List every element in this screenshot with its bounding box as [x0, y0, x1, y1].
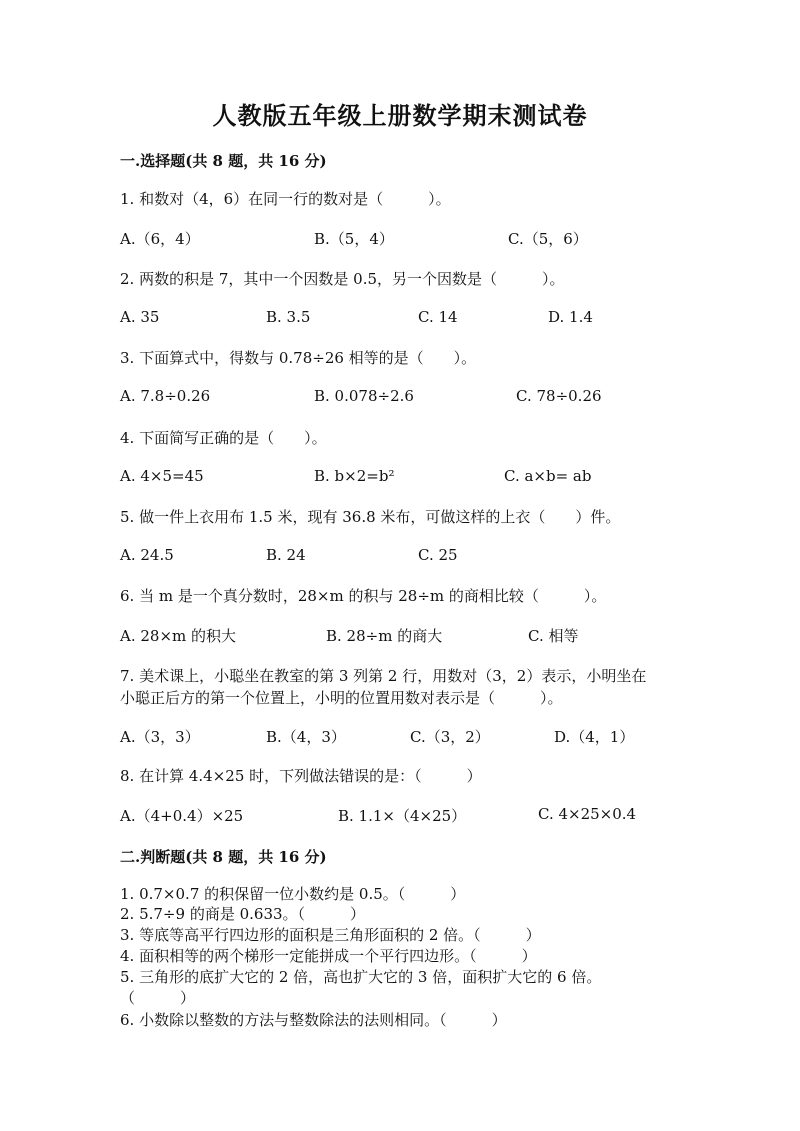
judgment-item-2: 2. 5.7÷9 的商是 0.633。（ ）: [120, 905, 366, 923]
question-7-option-a: A.（3，3）: [120, 728, 200, 746]
page-title: 人教版五年级上册数学期末测试卷: [212, 101, 588, 130]
question-6: 6. 当 m 是一个真分数时，28×m 的积与 28÷m 的商相比较（ ）。: [120, 587, 607, 605]
question-3-option-a: A. 7.8÷0.26: [120, 387, 211, 405]
question-1: 1. 和数对（4，6）在同一行的数对是（ ）。: [120, 190, 451, 208]
question-1-option-b: B.（5，4）: [314, 230, 394, 248]
question-2-option-c: C. 14: [418, 308, 458, 326]
question-4: 4. 下面简写正确的是（ ）。: [120, 429, 327, 447]
judgment-item-6: 6. 小数除以整数的方法与整数除法的法则相同。（ ）: [120, 1011, 507, 1029]
question-7-option-c: C.（3，2）: [410, 728, 490, 746]
section-heading-judgment: 二.判断题(共 8 题，共 16 分): [120, 848, 327, 866]
question-4-option-a: A. 4×5=45: [120, 467, 204, 485]
judgment-item-5-bracket: （ ）: [120, 989, 196, 1007]
question-3-option-b: B. 0.078÷2.6: [314, 387, 414, 405]
question-2-option-b: B. 3.5: [266, 308, 311, 326]
question-7: 7. 美术课上，小聪坐在教室的第 3 列第 2 行，用数对（3，2）表示，小明坐在: [120, 667, 647, 685]
judgment-item-3: 3. 等底等高平行四边形的面积是三角形面积的 2 倍。（ ）: [120, 926, 541, 944]
question-8-option-b: B. 1.1×（4×25）: [338, 807, 467, 825]
question-8-option-c: C. 4×25×0.4: [538, 805, 637, 823]
question-7-line-2: 小聪正后方的第一个位置上，小明的位置用数对表示是（ ）。: [120, 689, 563, 707]
question-2-option-a: A. 35: [120, 308, 160, 326]
question-4-option-c: C. a×b= ab: [504, 467, 592, 485]
question-6-option-b: B. 28÷m 的商大: [326, 627, 443, 645]
question-7-option-d: D.（4，1）: [554, 728, 635, 746]
judgment-item-5: 5. 三角形的底扩大它的 2 倍，高也扩大它的 3 倍，面积扩大它的 6 倍。: [120, 968, 602, 986]
question-6-option-a: A. 28×m 的积大: [120, 627, 237, 645]
judgment-item-4: 4. 面积相等的两个梯形一定能拼成一个平行四边形。（ ）: [120, 947, 537, 965]
question-8: 8. 在计算 4.4×25 时，下列做法错误的是：（ ）: [120, 767, 482, 785]
question-5-option-c: C. 25: [418, 546, 458, 564]
question-5-option-b: B. 24: [266, 546, 306, 564]
question-1-option-a: A.（6，4）: [120, 230, 200, 248]
question-5-option-a: A. 24.5: [120, 546, 174, 564]
question-4-option-b: B. b×2=b²: [314, 467, 395, 485]
section-heading-choice: 一.选择题(共 8 题，共 16 分): [120, 152, 327, 170]
question-5: 5. 做一件上衣用布 1.5 米，现有 36.8 米布，可做这样的上衣（ ）件。: [120, 508, 621, 526]
question-6-option-c: C. 相等: [528, 627, 579, 645]
question-1-option-c: C.（5，6）: [508, 230, 588, 248]
question-2-option-d: D. 1.4: [548, 308, 593, 326]
question-2: 2. 两数的积是 7，其中一个因数是 0.5，另一个因数是（ ）。: [120, 270, 565, 288]
question-8-option-a: A.（4+0.4）×25: [120, 807, 244, 825]
judgment-item-1: 1. 0.7×0.7 的积保留一位小数约是 0.5。（ ）: [120, 885, 466, 903]
question-7-option-b: B.（4，3）: [266, 728, 346, 746]
question-3-option-c: C. 78÷0.26: [516, 387, 602, 405]
question-3: 3. 下面算式中，得数与 0.78÷26 相等的是（ ）。: [120, 349, 477, 367]
